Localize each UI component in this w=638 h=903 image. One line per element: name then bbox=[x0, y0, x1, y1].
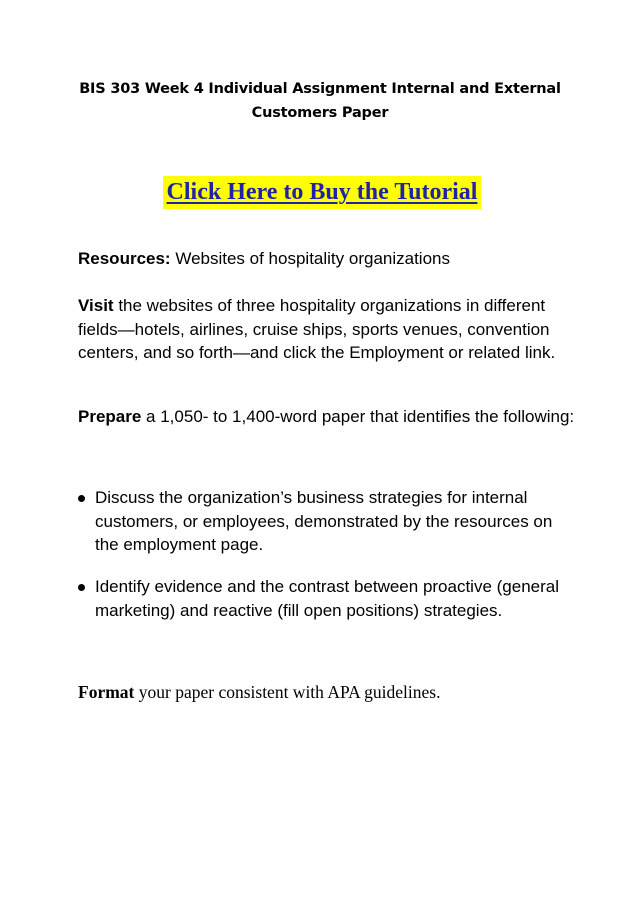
title-line-2: Customers Paper bbox=[251, 105, 389, 121]
bullet-text: Identify evidence and the contrast between proactive (general marketing) and reactive (fill open positions) strategies. bbox=[95, 577, 560, 620]
buy-tutorial-link[interactable]: Click Here to Buy the Tutorial bbox=[163, 176, 482, 209]
format-text: your paper consistent with APA guidelines. bbox=[134, 682, 441, 702]
bullet-icon bbox=[78, 495, 85, 502]
prepare-paragraph bbox=[78, 405, 578, 429]
bullet-text: Discuss the organization’s business strategies for internal customers, or employees, demonstrated by the resources on the employment page. bbox=[95, 488, 553, 554]
bullet-list bbox=[78, 575, 578, 622]
visit-paragraph bbox=[78, 294, 578, 365]
cta-container bbox=[0, 176, 638, 209]
visit-label: Visit bbox=[78, 296, 114, 315]
bullet-icon bbox=[78, 584, 85, 591]
resources-paragraph bbox=[78, 247, 578, 271]
format-label: Format bbox=[78, 682, 135, 702]
title-line-1: BIS 303 Week 4 Individual Assignment Internal and External bbox=[79, 81, 561, 97]
format-paragraph bbox=[78, 680, 598, 704]
document-title bbox=[60, 77, 580, 125]
prepare-text: a 1,050- to 1,400-word paper that identifies the following: bbox=[141, 407, 575, 426]
list-item bbox=[78, 486, 578, 557]
visit-text: the websites of three hospitality organizations in different fields—hotels, airlines, cruise ships, sports venues, convention centers, and so forth—and click the Employment or related link. bbox=[78, 296, 556, 362]
prepare-label: Prepare bbox=[78, 407, 142, 426]
resources-label: Resources: bbox=[78, 249, 171, 268]
resources-text: Websites of hospitality organizations bbox=[170, 249, 450, 268]
bullet-list bbox=[78, 486, 578, 557]
list-item bbox=[78, 575, 578, 622]
